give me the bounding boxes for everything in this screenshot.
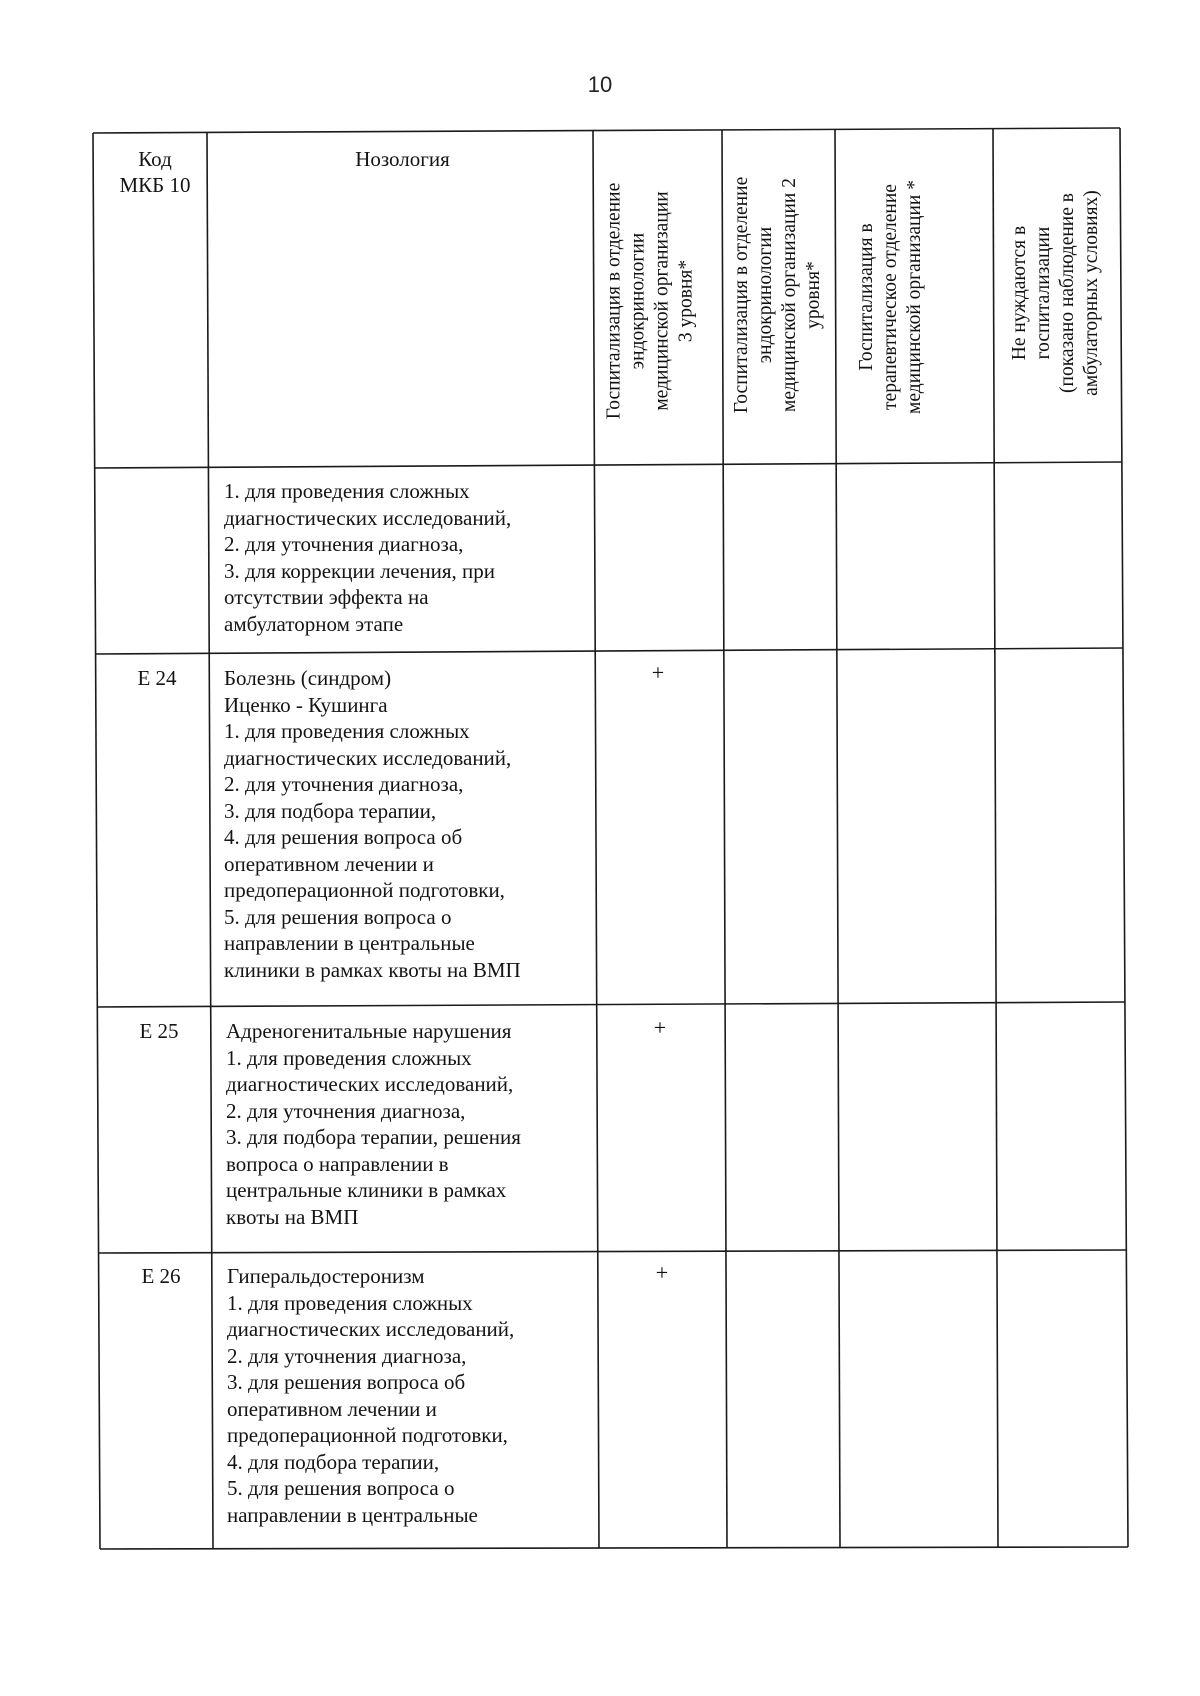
nosology-line: предоперационной подготовки, xyxy=(224,878,505,902)
header-col-outpatient xyxy=(1008,138,1118,448)
row-nosology xyxy=(224,665,594,983)
header-col-line: эндокринологии xyxy=(627,232,649,370)
header-code xyxy=(100,146,210,198)
header-col-line: амбулаторных условиях) xyxy=(1081,190,1102,396)
nosology-line: Адреногенитальные нарушения xyxy=(226,1019,512,1043)
nosology-line: Болезнь (синдром) xyxy=(224,666,392,690)
nosology-line: 3. для коррекции лечения, при xyxy=(224,558,495,583)
nosology-line: диагностических исследований, xyxy=(224,745,512,770)
nosology-line: 4. для решения вопроса об xyxy=(224,825,463,849)
nosology-line: Гиперальдостеронизм xyxy=(227,1264,425,1288)
header-col-level2 xyxy=(730,135,840,455)
nosology-line: 5. для решения вопроса о xyxy=(227,1476,455,1500)
nosology-line: оперативном лечении и xyxy=(227,1396,437,1421)
nosology-line: 4. для подбора терапии, xyxy=(227,1449,440,1474)
page-number: 10 xyxy=(587,72,613,97)
header-col-line: уровня* xyxy=(803,261,824,329)
nosology-line: клиники в рамках квоты на ВМП xyxy=(224,957,521,982)
nosology-line: диагностических исследований, xyxy=(226,1072,514,1096)
nosology-line: 3. для подбора терапии, решения xyxy=(226,1125,521,1149)
header-col-line: Не нуждаются в xyxy=(1009,225,1030,361)
plus-mark: + xyxy=(651,660,665,685)
nosology-line: квоты на ВМП xyxy=(226,1204,359,1229)
header-col-line: госпитализации xyxy=(1033,226,1054,360)
nosology-line: 3. для подбора терапии, xyxy=(224,798,437,823)
nosology-line: предоперационной подготовки, xyxy=(227,1423,508,1447)
nosology-line: направлении в центральные xyxy=(227,1502,478,1527)
header-col-line: медицинской организации 2 xyxy=(779,178,800,412)
row-code: Е 26 xyxy=(141,1264,181,1288)
nosology-line: 3. для решения вопроса об xyxy=(227,1370,466,1394)
header-code-line: МКБ 10 xyxy=(119,173,191,197)
nosology-line: 2. для уточнения диагноза, xyxy=(224,772,464,796)
nosology-line: диагностических исследований, xyxy=(224,505,512,530)
row-nosology xyxy=(224,478,594,637)
plus-mark: + xyxy=(653,1015,667,1040)
header-col-therapy xyxy=(855,152,945,442)
nosology-line: 1. для проведения сложных xyxy=(224,719,470,743)
nosology-line: направлении в центральные xyxy=(224,931,475,955)
nosology-line: Иценко - Кушинга xyxy=(224,692,388,717)
nosology-line: центральные клиники в рамках xyxy=(226,1178,507,1202)
nosology-line: 1. для проведения сложных xyxy=(226,1045,472,1070)
nosology-line: диагностических исследований, xyxy=(227,1317,515,1341)
nosology-line: 2. для уточнения диагноза, xyxy=(227,1343,467,1368)
header-col-line: медицинской организации * xyxy=(904,180,925,414)
nosology-line: вопроса о направлении в xyxy=(226,1151,449,1176)
row-code: Е 25 xyxy=(139,1019,179,1043)
header-col-line: 3 уровня* xyxy=(675,259,697,343)
header-col-level3 xyxy=(603,149,713,454)
row-code: Е 24 xyxy=(137,666,177,690)
nosology-line: оперативном лечении и xyxy=(224,851,434,876)
header-col-line: Госпитализация в отделение xyxy=(731,176,752,414)
nosology-line: амбулаторном этапе xyxy=(224,611,404,636)
nosology-line: 2. для уточнения диагноза, xyxy=(224,532,464,556)
nosology-line: 5. для решения вопроса о xyxy=(224,904,452,929)
header-nosology: Нозология xyxy=(355,147,450,171)
nosology-line: 2. для уточнения диагноза, xyxy=(226,1098,466,1123)
header-col-line: терапевтическое отделение xyxy=(880,184,901,410)
header-col-line: Госпитализация в xyxy=(856,223,877,371)
plus-mark: + xyxy=(655,1260,669,1285)
nosology-line: отсутствии эффекта на xyxy=(224,585,429,609)
header-col-line: медицинской организации xyxy=(651,191,673,411)
header-col-line: (показано наблюдение в xyxy=(1057,193,1078,393)
row-nosology xyxy=(227,1263,597,1528)
nosology-line: 1. для проведения сложных xyxy=(227,1290,473,1315)
header-code-line: Код xyxy=(138,147,172,171)
nosology-line: 1. для проведения сложных xyxy=(224,479,470,503)
header-col-line: эндокринологии xyxy=(755,226,776,364)
row-nosology xyxy=(226,1018,596,1230)
header-col-line: Госпитализация в отделение xyxy=(603,182,625,420)
